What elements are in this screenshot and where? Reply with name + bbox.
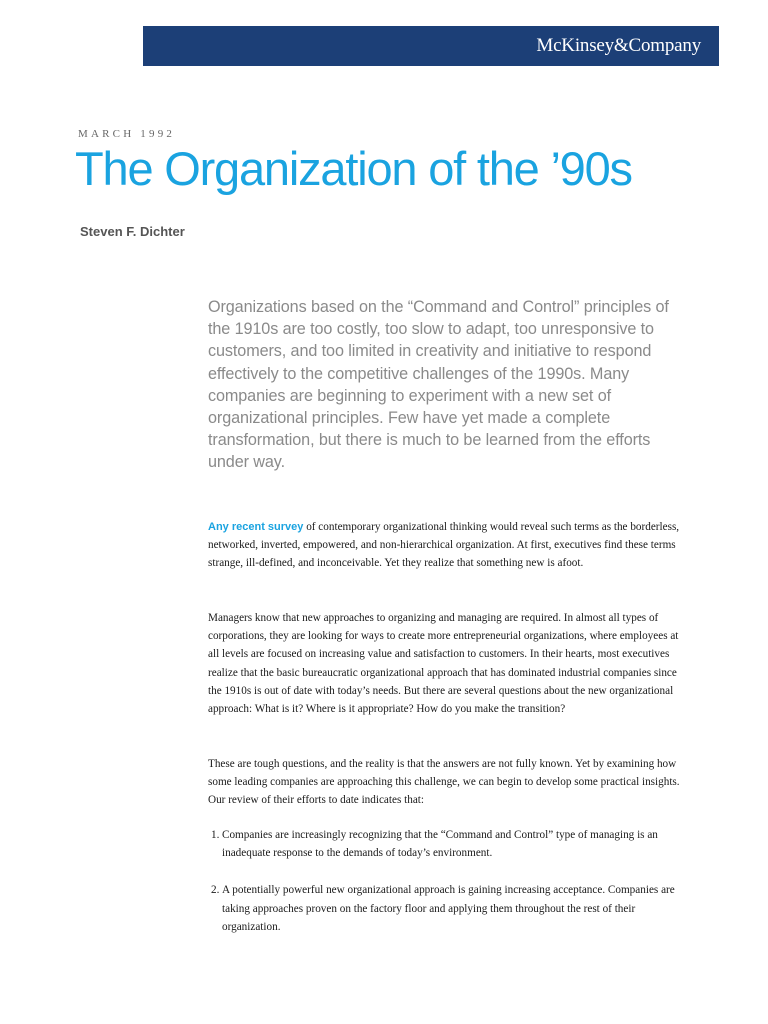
publication-date: MARCH 1992 [78, 128, 176, 140]
list-item-text: Companies are increasingly recognizing that the “Command and Control” type of managing is an inadequate response to the demands of today’s environment. [222, 829, 658, 860]
company-logo: McKinsey&Company [536, 35, 701, 56]
body-paragraph-2: Managers know that new approaches to organizing and managing are required. In almost all types of corporations, they are looking for ways to create more entrepreneurial organizations, where employees at all levels are focused on increasing value and satisfaction to customers. In their hearts, most executives realize that the basic bureaucratic organizational approach that has dominated industrial companies since the 1910s is out of date with today’s needs. But there are several questions about the new organizational approach: What is it? Where is it appropriate? How do you make the transition? [208, 612, 679, 716]
list-item-number: 2. [211, 884, 220, 897]
list-item [208, 881, 688, 936]
list-item-number: 1. [211, 829, 220, 841]
header-bar [143, 26, 719, 66]
article-abstract: Organizations based on the “Command and Control” principles of the 1910s are too costly, too slow to adapt, too unresponsive to customers, and too limited in creativity and initiative to respond effectively to the competitive challenges of the 1990s. Many companies are beginning to experiment with a new set of organizational principles. Few have yet made a complete transformation, but there is much to be learned from the efforts under way. [208, 298, 669, 472]
body-paragraph-3: These are tough questions, and the reality is that the answers are not fully known. Yet by examining how some leading companies are approaching this challenge, we can begin to develop some practical insights. Our review of their efforts to date indicates that: [208, 758, 680, 807]
paragraph-1-text: of contemporary organizational thinking would reveal such terms as the borderless, networked, inverted, empowered, and non-hierarchical organization. At first, executives find these terms strange, ill-defined, and inconceivable. Yet they realize that something new is afoot. [208, 521, 680, 570]
article-title: The Organization of the ’90s [75, 142, 632, 195]
list-item-text: A potentially powerful new organizational approach is gaining increasing acceptance. Companies are taking approaches proven on the factory floor and applying them throughout the rest of their organization. [222, 884, 675, 933]
list-item [208, 826, 688, 862]
lead-in-text: Any recent survey [208, 521, 304, 533]
findings-list [208, 826, 688, 955]
article-author: Steven F. Dichter [80, 224, 185, 239]
body-paragraph-1 [208, 518, 688, 573]
